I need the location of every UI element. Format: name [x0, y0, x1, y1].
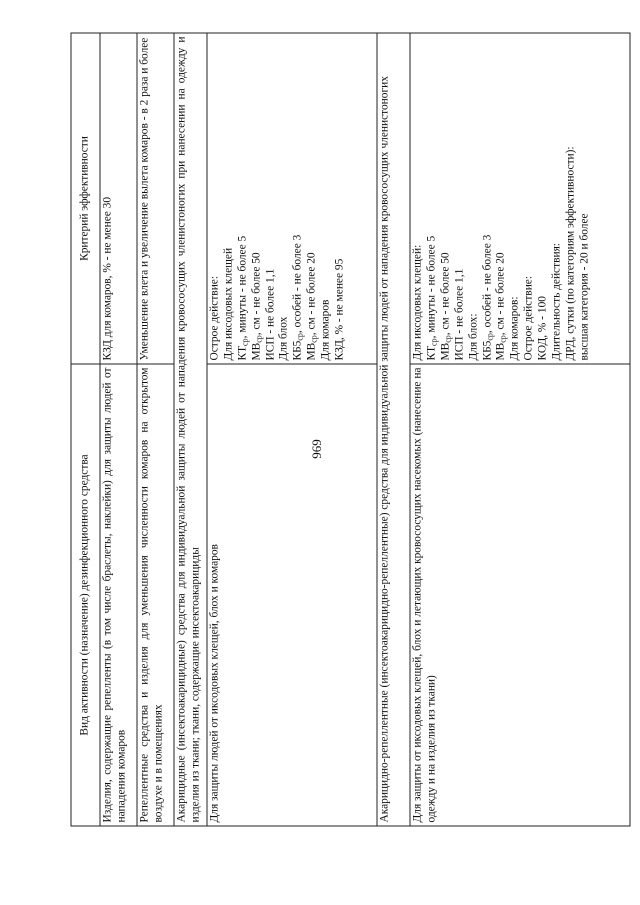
header-efficacy-criterion: Критерий эффективности: [71, 33, 100, 364]
table-body: [100, 33, 630, 826]
criterion-cell: [410, 33, 630, 364]
table-header-row: [71, 33, 100, 826]
activity-cell: Для защиты людей от иксодовых клещей, блох и комаров: [206, 364, 376, 826]
efficacy-criteria-table: [70, 32, 630, 826]
criterion-line: $МВ_{ср}$, см - не более 20: [305, 251, 319, 360]
criterion-line: высшая категория - 20 и более: [577, 212, 590, 360]
table-section-row: [173, 33, 206, 826]
criterion-line: Для комаров: [319, 299, 332, 360]
table-row: [410, 33, 630, 826]
activity-cell: Репеллентные средства и изделия для уменьшения численности комаров на открытом воздухе и в помещениях: [137, 364, 174, 826]
page-number: 969: [309, 439, 324, 459]
criterion-line: ИСП - не более 1,1: [263, 268, 276, 360]
criterion-line: $КБ5_{ср}$, особей - не более 3: [480, 234, 494, 360]
criterion-line: Для блох: [277, 316, 290, 360]
section-heading: Акарицидно-репеллентные (инсектоакарицидно-репеллентные) средства для индивидуальной защиты людей от нападения кровососущих членистоногих: [377, 33, 410, 826]
activity-cell: Для защиты от иксодовых клещей, блох и летающих кровососущих насекомых (нанесение на одежду и на изделия из ткани): [410, 364, 630, 826]
criterion-line: Для комаров:: [508, 295, 521, 360]
criterion-line: ИСП - не более 1,1: [452, 268, 465, 360]
criterion-line: Для иксодовых клещей:: [411, 244, 423, 360]
criterion-cell: [137, 33, 174, 364]
criterion-line: Для блох:: [466, 312, 479, 360]
header-activity-type: Вид активности (назначение) дезинфекционного средства: [71, 364, 100, 826]
table-row: [206, 33, 376, 826]
criterion-line: $МВ_{ср}$, см - не более 50: [249, 251, 263, 360]
criterion-line: Для иксодовых клещей: [221, 247, 234, 360]
criterion-line: Уменьшение влета и увеличение вылета комаров - в 2 раза и более: [138, 37, 151, 360]
criterion-line: $МВ_{ср}$, см - не более 50: [438, 251, 452, 360]
table-section-row: [377, 33, 410, 826]
criterion-cell: [100, 33, 137, 364]
criterion-cell: [206, 33, 376, 364]
criterion-line: КЗД для комаров, % - не менее 30: [101, 196, 114, 360]
criterion-line: КОД, % - 100: [536, 295, 549, 360]
criterion-line: Острое действие:: [522, 275, 535, 360]
table-row: [100, 33, 137, 826]
criterion-line: КЗД, % - не менее 95: [333, 258, 346, 360]
activity-cell: Изделия, содержащие репелленты (в том числе браслеты, наклейки) для защиты людей от нападения комаров: [100, 364, 137, 826]
criterion-line: $КТ_{ср}$, минуты - не более 5: [424, 235, 438, 360]
criterion-line: Длительность действия:: [550, 242, 563, 360]
criterion-line: $КТ_{ср}$, минуты - не более 5: [235, 235, 249, 360]
rotated-table-frame: [70, 33, 630, 826]
criterion-line: $КБ5_{ср}$, особей - не более 3: [291, 234, 305, 360]
table-row: [137, 33, 174, 826]
section-heading: Акарицидные (инсектоакарицидные) средства для индивидуальной защиты людей от нападения кровососущих членистоногих при нанесении на одежду и изделия из ткани; ткани, содержащие инсектоакарициды: [173, 33, 206, 826]
criterion-line: $МВ_{ср}$, см - не более 20: [494, 251, 508, 360]
criterion-line: ДРД, сутки (по категориям эффективности):: [563, 145, 576, 360]
criterion-line: Острое действие:: [207, 275, 220, 360]
